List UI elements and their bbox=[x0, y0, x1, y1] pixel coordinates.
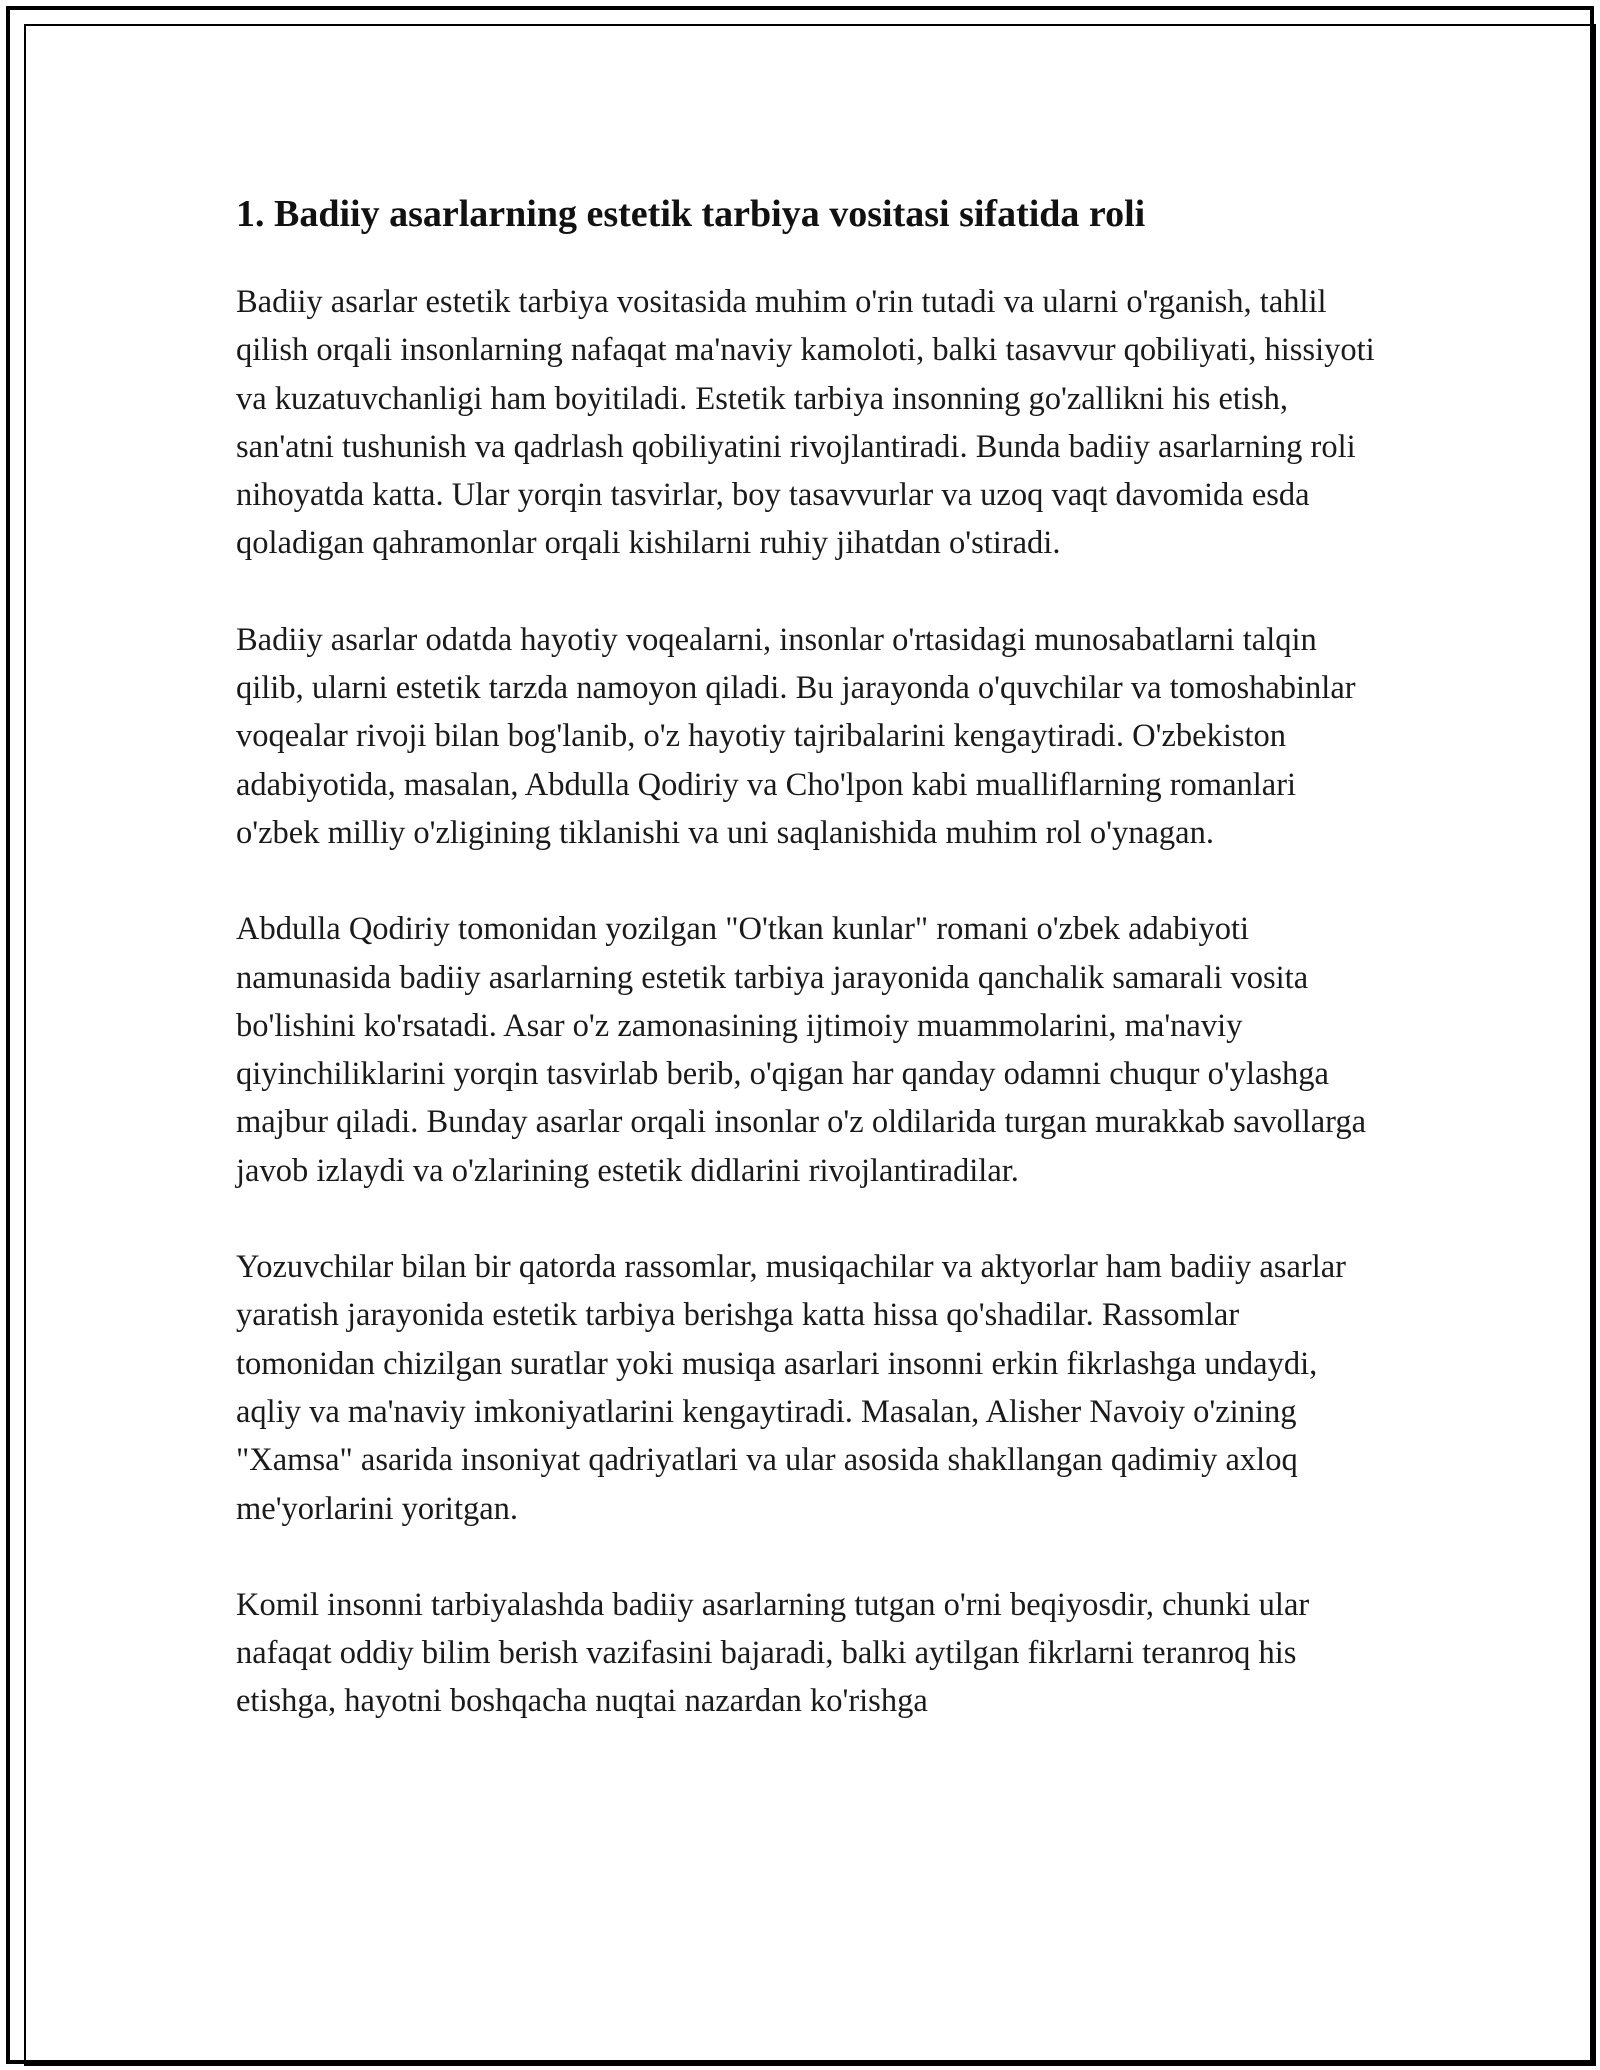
paragraph-4: Yozuvchilar bilan bir qatorda rassomlar, musiqachilar va aktyorlar ham badiiy asarlar yaratish jarayonida estetik tarbiya berishga katta hissa qo'shadilar. Rassomlar tomonidan chizilgan suratlar yoki musiqa asarlari insonni erkin fikrlashga undaydi, aqliy va ma'naviy imkoniyatlarini kengaytiradi. Masalan, Alisher Navoiy o'zining "Xamsa" asarida insoniyat qadriyatlari va ular asosida shakllangan qadimiy axloq me'yorlarini yoritgan. bbox=[236, 1249, 1346, 1527]
paragraph-1: Badiiy asarlar estetik tarbiya vositasida muhim o'rin tutadi va ularni o'rganish, tahlil qilish orqali insonlarning nafaqat ma'naviy kamoloti, balki tasavvur qobiliyati, hissiyoti va kuzatuvchanligi ham boyitiladi. Estetik tarbiya insonning go'zallikni his etish, san'atni tushunish va qadrlash qobiliyatini rivojlantiradi. Bunda badiiy asarlarning roli nihoyatda katta. Ular yorqin tasvirlar, boy tasavvurlar va uzoq vaqt davomida esda qoladigan qahramonlar orqali kishilarni ruhiy jihatdan o'stiradi. bbox=[236, 284, 1375, 562]
paragraph-5: Komil insonni tarbiyalashda badiiy asarlarning tutgan o'rni beqiyosdir, chunki ular nafaqat oddiy bilim berish vazifasini bajaradi, balki aytilgan fikrlarni teranroq his etishga, hayotni boshqacha nuqtai nazardan ko'rishga bbox=[236, 1586, 1310, 1720]
document-body bbox=[236, 186, 1376, 1774]
section-heading: 1. Badiiy asarlarning estetik tarbiya vositasi sifatida roli bbox=[236, 193, 1146, 235]
paragraph-3: Abdulla Qodiriy tomonidan yozilgan "O'tkan kunlar" romani o'zbek adabiyoti namunasida badiiy asarlarning estetik tarbiya jarayonida qanchalik samarali vosita bo'lishini ko'rsatadi. Asar o'z zamonasining ijtimoiy muammolarini, ma'naviy qiyinchiliklarini yorqin tasvirlab berib, o'qigan har qanday odamni chuqur o'ylashga majbur qiladi. Bunday asarlar orqali insonlar o'z oldilarida turgan murakkab savollarga javob izlaydi va o'zlarining estetik didlarini rivojlantiradilar. bbox=[236, 911, 1367, 1189]
paragraph-2: Badiiy asarlar odatda hayotiy voqealarni, insonlar o'rtasidagi munosabatlarni talqin qilib, ularni estetik tarzda namoyon qiladi. Bu jarayonda o'quvchilar va tomoshabinlar voqealar rivoji bilan bog'lanib, o'z hayotiy tajribalarini kengaytiradi. O'zbekiston adabiyotida, masalan, Abdulla Qodiriy va Cho'lpon kabi mualliflarning romanlari o'zbek milliy o'zligining tiklanishi va uni saqlanishida muhim rol o'ynagan. bbox=[236, 621, 1356, 851]
